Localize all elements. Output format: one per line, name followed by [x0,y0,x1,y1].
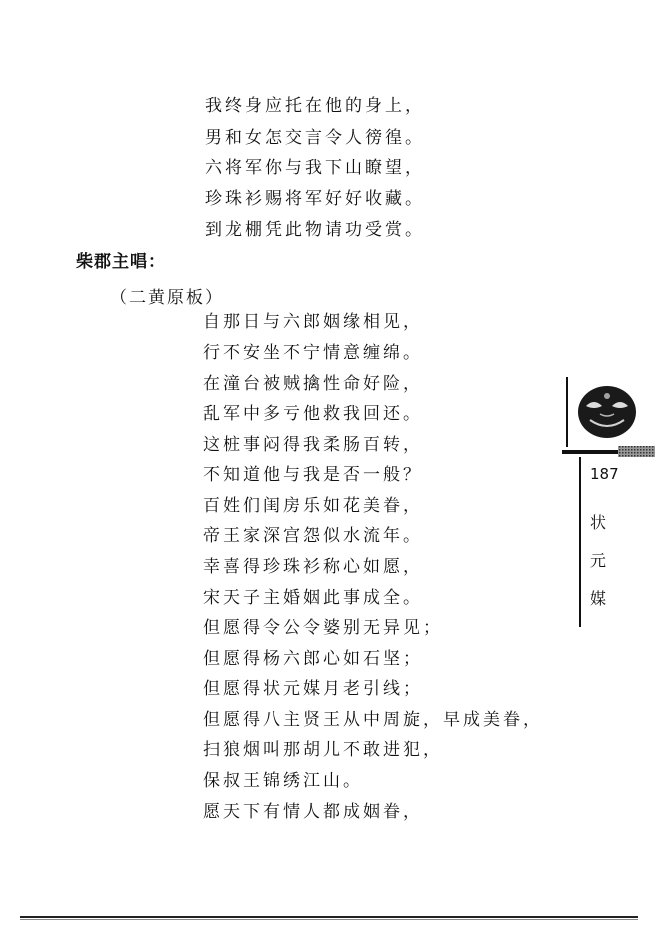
verse-line: 但愿得杨六郎心如石坚； [203,649,423,669]
verse-line: 幸喜得珍珠衫称心如愿， [203,557,423,577]
verse-line: 我终身应托在他的身上， [205,96,425,116]
bottom-rule-shadow [20,919,638,920]
margin-bar [562,446,655,457]
running-title: 状元媒 [589,513,606,608]
page-number: 187 [590,465,619,483]
verse-line: 到龙棚凭此物请功受赏。 [205,220,425,240]
margin-rule [566,377,568,447]
verse-line: 男和女怎交言令人徬徨。 [205,128,425,148]
bottom-rule [20,916,638,918]
verse-line: 但愿得八主贤王从中周旋，早成美眷， [203,710,543,730]
verse-line: 行不安坐不宁情意缠绵。 [203,343,423,363]
verse-line: 在潼台被贼擒性命好险， [203,374,423,394]
verse-line: 六将军你与我下山瞭望， [205,158,425,178]
tune-annotation: （二黄原板） [110,288,224,308]
verse-line: 乱军中多亏他救我回还。 [203,404,423,424]
verse-line: 保叔王锦绣江山。 [203,771,363,791]
verse-line: 但愿得令公令婆别无异见； [203,618,443,638]
margin-rule [579,457,581,627]
verse-line: 这桩事闷得我柔肠百转， [203,435,423,455]
verse-line: 帝王家深宫怨似水流年。 [203,526,423,546]
verse-line: 宋天子主婚姻此事成全。 [203,588,423,608]
opera-mask-emblem [576,384,638,440]
verse-line: 愿天下有情人都成姻眷， [203,802,423,822]
verse-line: 不知道他与我是否一般？ [203,465,423,485]
verse-line: 但愿得状元媒月老引线； [203,679,423,699]
speaker-heading: 柴郡主唱： [76,252,166,272]
verse-line: 百姓们闺房乐如花美眷， [203,496,423,516]
verse-line: 珍珠衫赐将军好好收藏。 [205,189,425,209]
verse-line: 自那日与六郎姻缘相见， [203,312,423,332]
verse-line: 扫狼烟叫那胡儿不敢进犯， [203,740,443,760]
